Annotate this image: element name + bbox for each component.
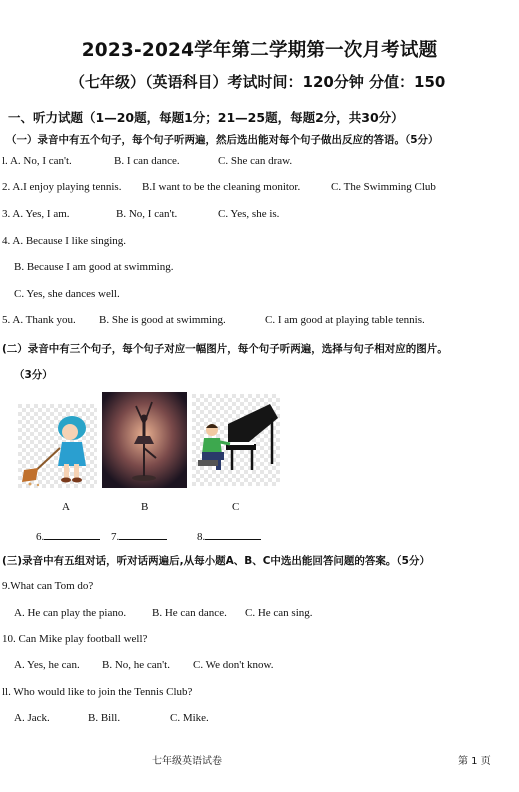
picture-b-ballet-dancer — [102, 392, 187, 488]
q3-option-c: C. Yes, she is. — [218, 208, 280, 220]
blank-6-number: 6. — [36, 531, 45, 543]
answer-blank-8[interactable] — [197, 529, 261, 543]
q2-option-b: B.I want to be the cleaning monitor. — [142, 181, 301, 193]
part2-heading: (二）录音中有三个句子，每个句子对应一幅图片，每个句子听两遍，选择与句子相对应的图片。 — [2, 343, 448, 355]
q10-question: 10. Can Mike play football well? — [2, 633, 148, 645]
q4-option-c: C. Yes, she dances well. — [14, 288, 120, 300]
q5-option-b: B. She is good at swimming. — [99, 314, 226, 326]
q10-option-c: C. We don't know. — [193, 659, 274, 671]
part1-heading: （一）录音中有五个句子，每个句子听两遍，然后选出能对每个句子做出反应的答语。（5分） — [6, 134, 439, 146]
footer-exam-name: 七年级英语试卷 — [152, 756, 222, 767]
q9-option-c: C. He can sing. — [245, 607, 313, 619]
q1-option-b: B. I can dance. — [114, 155, 180, 167]
q3-option-b: B. No, I can't. — [116, 208, 178, 220]
q11-question: ll. Who would like to join the Tennis Club? — [2, 686, 193, 698]
q4-option-b: B. Because I am good at swimming. — [14, 261, 174, 273]
picture-label-c: C — [232, 501, 240, 513]
picture-label-a: A — [62, 501, 70, 513]
blank-8-number: 8. — [197, 531, 206, 543]
part3-heading: (三)录音中有五组对话，听对话两遍后,从每小题A、B、C中选出能回答问题的答案。（5分） — [2, 555, 430, 567]
q2-option-a: 2. A.I enjoy playing tennis. — [2, 181, 122, 193]
part2-score: （3分） — [14, 369, 53, 381]
q10-option-b: B. No, he can't. — [102, 659, 170, 671]
blank-6-line[interactable] — [44, 529, 100, 540]
picture-c-boy-playing-piano — [192, 394, 280, 486]
answer-blank-7[interactable] — [111, 529, 167, 543]
blank-7-line[interactable] — [119, 529, 167, 540]
picture-a-girl-sweeping — [18, 404, 97, 488]
footer-page-number: 第 1 页 — [458, 756, 491, 767]
q9-question: 9.What can Tom do? — [2, 580, 94, 592]
q10-option-a: A. Yes, he can. — [14, 659, 80, 671]
q11-option-c: C. Mike. — [170, 712, 209, 724]
blank-7-number: 7. — [111, 531, 120, 543]
section-heading-listening: 一、听力试题（1—20题，每题1分；21—25题，每题2分，共30分） — [8, 110, 404, 125]
q9-option-b: B. He can dance. — [152, 607, 227, 619]
q5-option-c: C. I am good at playing table tennis. — [265, 314, 425, 326]
q11-option-a: A. Jack. — [14, 712, 50, 724]
answer-blank-6[interactable] — [36, 529, 100, 543]
q11-option-b: B. Bill. — [88, 712, 121, 724]
q9-option-a: A. He can play the piano. — [14, 607, 127, 619]
exam-title: 2023-2024学年第二学期第一次月考试题 — [81, 40, 438, 61]
q3-option-a: 3. A. Yes, I am. — [2, 208, 70, 220]
q1-option-c: C. She can draw. — [218, 155, 293, 167]
q5-option-a: 5. A. Thank you. — [2, 314, 76, 326]
q1-option-a: l. A. No, I can't. — [2, 155, 72, 167]
exam-subtitle: （七年级）（英语科目）考试时间：120分钟 分值：150 — [70, 73, 446, 91]
picture-label-b: B — [141, 501, 149, 513]
q2-option-c: C. The Swimming Club — [331, 181, 436, 193]
blank-8-line[interactable] — [205, 529, 261, 540]
q4-option-a: 4. A. Because I like singing. — [2, 235, 127, 247]
